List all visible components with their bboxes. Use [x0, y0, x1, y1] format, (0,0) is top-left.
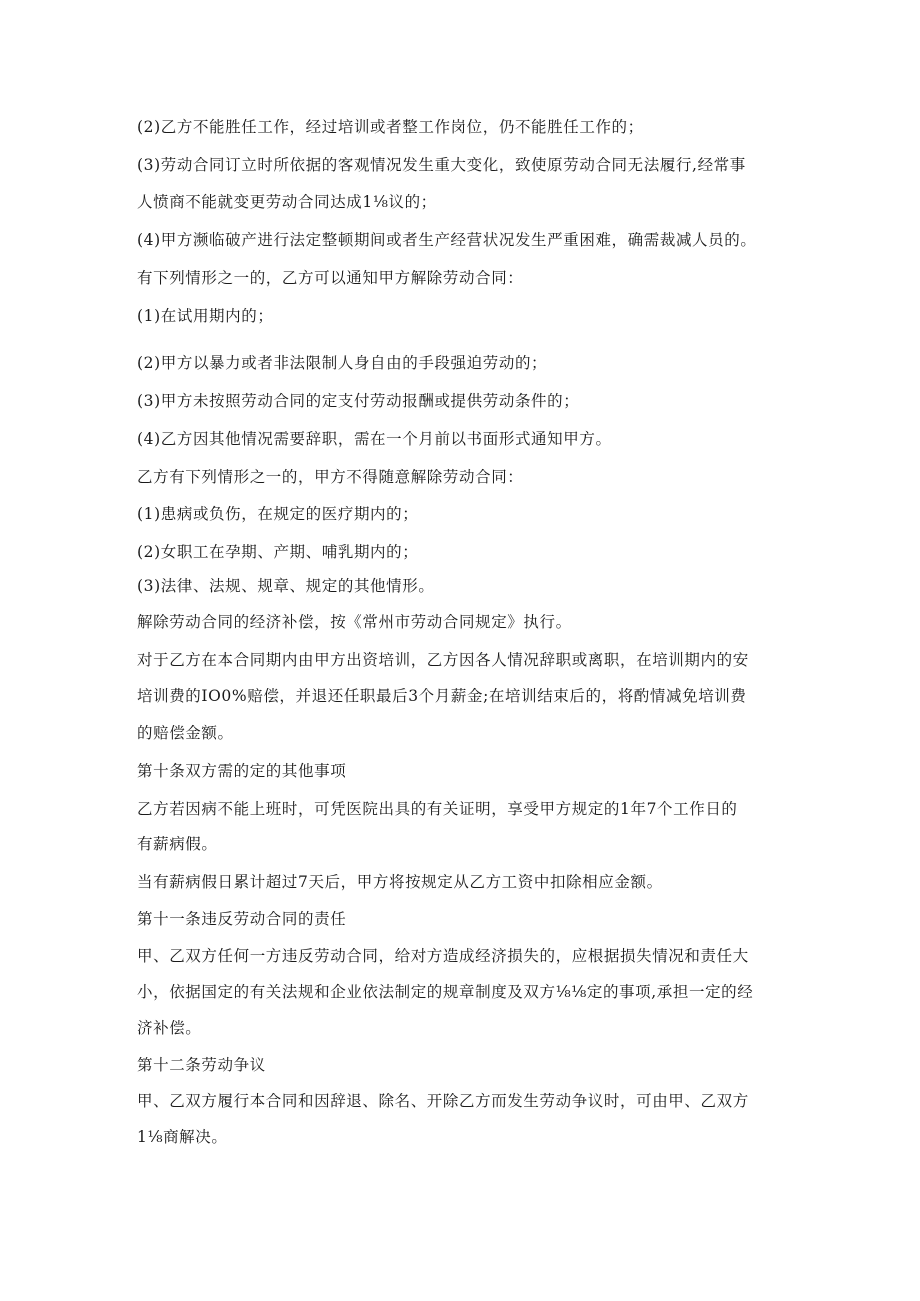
- text-line: (1)在试用期内的；: [137, 307, 274, 325]
- text-line: 有薪病假。: [137, 835, 218, 853]
- text-line: 解除劳动合同的经济补偿，按《常州市劳动合同规定》执行。: [137, 613, 572, 631]
- text-line: 培训费的IO0%赔偿，并退还任职最后3个月薪金;在培训结束后的，将酌情减免培训费: [137, 687, 747, 705]
- text-line: (4)乙方因其他情况需要辞职，需在一个月前以书面形式通知甲方。: [137, 430, 612, 448]
- text-line: 甲、乙双方履行本合同和因辞退、除名、开除乙方而发生劳动争议时，可由甲、乙双方: [137, 1092, 749, 1110]
- text-line: (2)甲方以暴力或者非法限制人身自由的手段强迫劳动的；: [137, 354, 548, 372]
- text-line: (3)劳动合同订立时所依据的客观情况发生重大变化，致使原劳动合同无法履行,经常事: [137, 156, 746, 174]
- text-line: 1⅛商解决。: [137, 1128, 228, 1146]
- text-line: 乙方有下列情形之一的，甲方不得随意解除劳动合同：: [137, 468, 524, 486]
- text-line: 当有薪病假日累计超过7天后，甲方将按规定从乙方工资中扣除相应金额。: [137, 873, 663, 891]
- section-heading: 第十一条违反劳动合同的责任: [137, 910, 347, 928]
- text-line: 对于乙方在本合同期内由甲方出资培训，乙方因各人情况辞职或离职，在培训期内的安: [137, 651, 749, 669]
- text-line: 的赔偿金额。: [137, 724, 234, 742]
- section-heading: 第十二条劳动争议: [137, 1056, 266, 1074]
- text-line: 济补偿。: [137, 1019, 202, 1037]
- text-line: (4)甲方濒临破产进行法定整顿期间或者生产经营状况发生严重困难，确需裁减人员的。: [137, 231, 757, 249]
- section-heading: 第十条双方需的定的其他事项: [137, 762, 347, 780]
- text-line: (2)乙方不能胜任工作，经过培训或者整工作岗位，仍不能胜任工作的；: [137, 118, 644, 136]
- text-line: 乙方若因病不能上班时，可凭医院出具的有关证明，享受甲方规定的1年7个工作日的: [137, 800, 738, 818]
- text-line: 甲、乙双方任何一方违反劳动合同，给对方造成经济损失的，应根据损失情况和责任大: [137, 947, 749, 965]
- text-line: (3)甲方未按照劳动合同的定支付劳动报酬或提供劳动条件的；: [137, 392, 580, 410]
- text-line: (3)法律、法规、规章、规定的其他情形。: [137, 577, 435, 595]
- text-line: 有下列情形之一的，乙方可以通知甲方解除劳动合同：: [137, 269, 524, 287]
- text-line: (1)患病或负伤，在规定的医疗期内的；: [137, 505, 419, 523]
- text-line: 小，依据国定的有关法规和企业依法制定的规章制度及双方⅛⅛定的事项,承担一定的经: [137, 983, 754, 1001]
- text-line: (2)女职工在孕期、产期、哺乳期内的；: [137, 543, 419, 561]
- text-line: 人愤商不能就变更劳动合同达成1⅛议的；: [137, 193, 437, 211]
